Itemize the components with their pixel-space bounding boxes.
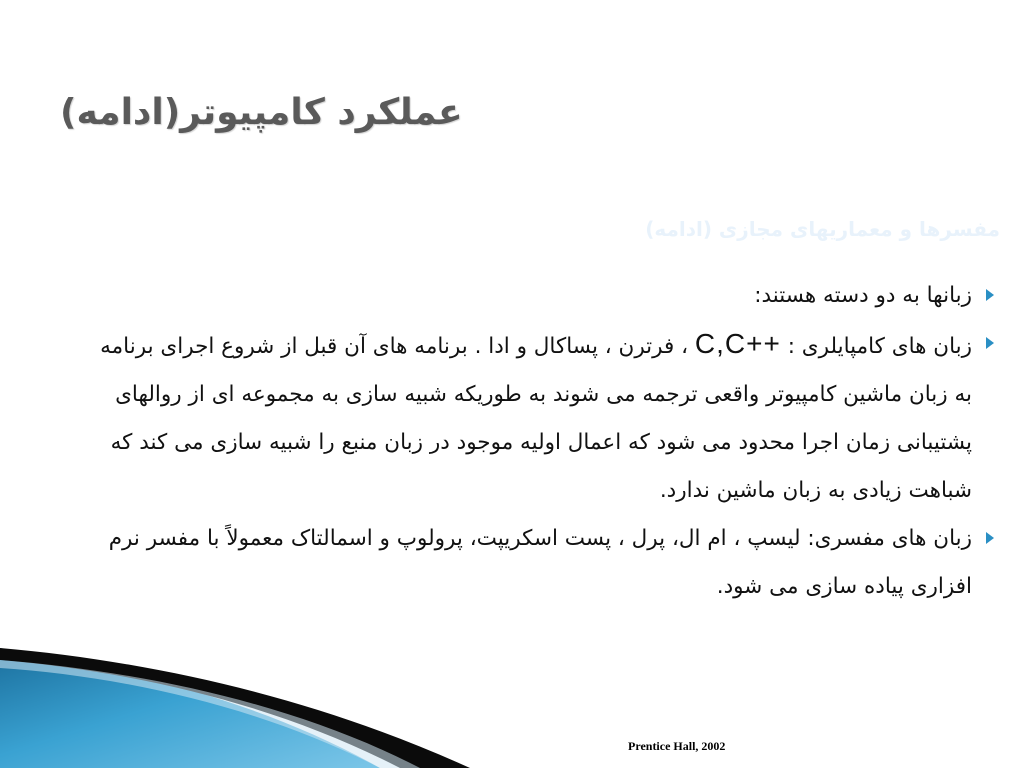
bullet-list (88, 272, 988, 611)
list-item (88, 272, 988, 320)
item-prefix: زبان های کامپایلری : (780, 334, 972, 359)
list-item (88, 320, 988, 515)
item-text: زبان های مفسری: لیسپ ، ام ال، پرل ، پست اسکریپت، پرولوپ و اسمالتاک معمولاً با مفسر نرم افزاری پیاده سازی می شود. (108, 526, 972, 599)
footer-credit: Prentice Hall, 2002 (628, 739, 726, 753)
section-subtitle: مفسرها و معماریهای مجازی (ادامه) (645, 217, 1000, 241)
triangle-bullet-icon (986, 289, 994, 301)
item-text: زبانها به دو دسته هستند: (754, 283, 972, 308)
list-item (88, 515, 988, 611)
page-title: عملکرد کامپیوتر(ادامه) (60, 92, 463, 133)
languages-c-cpp: C,C++ (694, 328, 781, 359)
triangle-bullet-icon (986, 532, 994, 544)
item-suffix: ، فرترن ، پساکال و ادا . برنامه های آن قبل از شروع اجرای برنامه به زبان ماشین کامپیوتر واقعی ترجمه می شوند به طوریکه شبیه سازی به مجموعه ای از روالهای پشتیبانی زمان اجرا محدود می شود که اعمال اولیه موجود در زبان منبع را شبیه سازی می کند که شباهت زیادی به زبان ماشین ندارد. (100, 334, 972, 503)
triangle-bullet-icon (986, 337, 994, 349)
